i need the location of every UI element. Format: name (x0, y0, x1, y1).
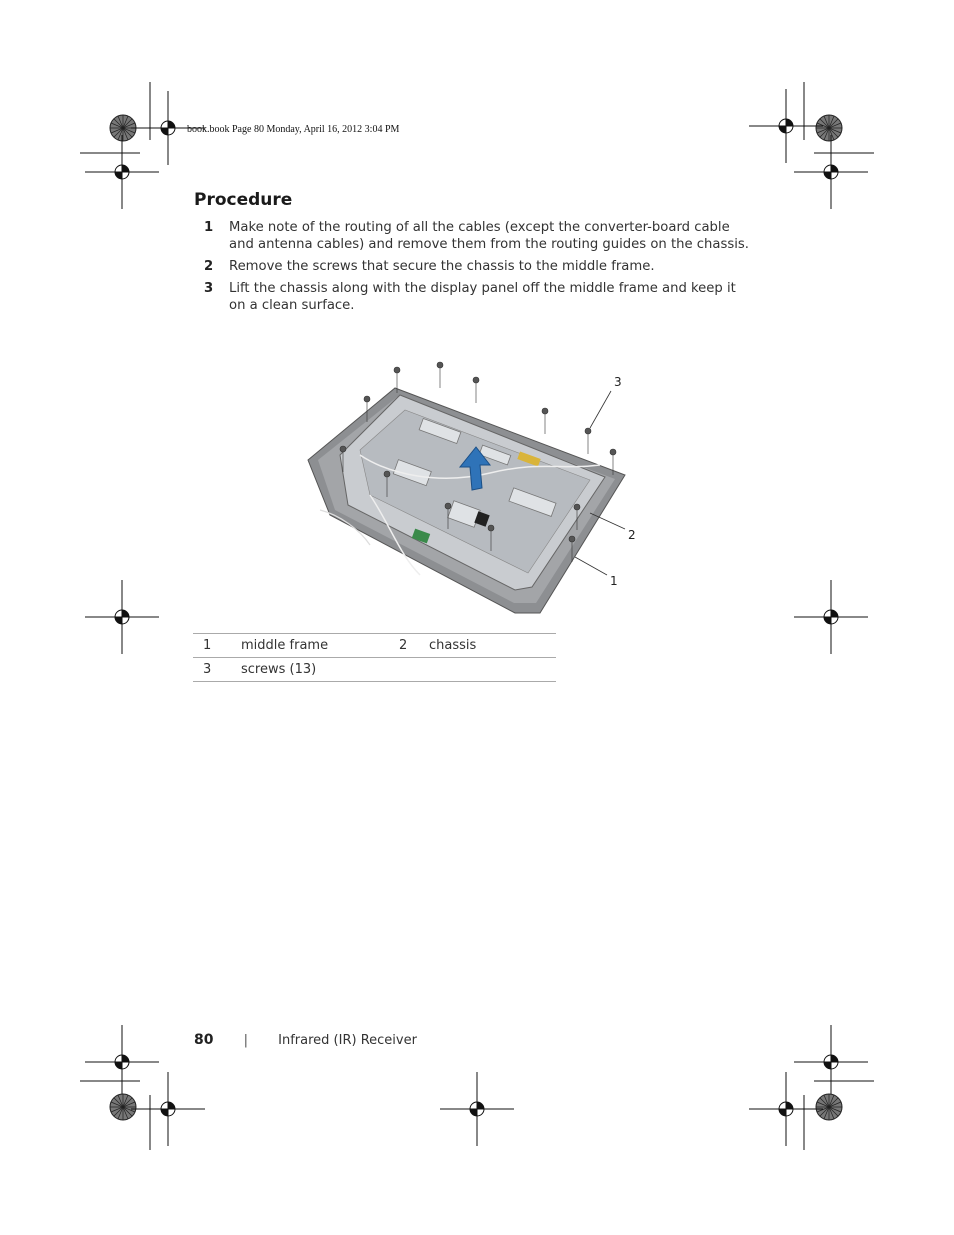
page-footer (194, 1032, 417, 1048)
footer-separator: | (243, 1033, 249, 1048)
procedure-steps (204, 219, 749, 319)
step-text: Make note of the routing of all the cables (except the converter-board cable and antenna cables) and remove them from the routing guides on the chassis. (229, 220, 749, 252)
legend-label: chassis (429, 634, 556, 658)
step-item (204, 280, 749, 314)
table-row (193, 634, 556, 658)
legend-number (399, 658, 429, 682)
callout-1: 1 (610, 574, 618, 588)
legend-number: 1 (193, 634, 241, 658)
step-number: 2 (204, 259, 214, 274)
section-title: Procedure (194, 190, 293, 210)
legend-label: screws (13) (241, 658, 399, 682)
callout-2: 2 (628, 528, 636, 542)
step-item (204, 219, 749, 253)
callout-3: 3 (614, 375, 622, 389)
chapter-title: Infrared (IR) Receiver (278, 1033, 417, 1048)
legend-number: 2 (399, 634, 429, 658)
step-number: 3 (204, 281, 214, 296)
step-text: Remove the screws that secure the chassis to the middle frame. (229, 259, 655, 274)
step-text: Lift the chassis along with the display panel off the middle frame and keep it on a clean surface. (229, 281, 736, 313)
step-number: 1 (204, 220, 214, 235)
step-item (204, 258, 749, 275)
legend-label: middle frame (241, 634, 399, 658)
callout-legend-table (193, 633, 556, 682)
table-row (193, 658, 556, 682)
legend-number: 3 (193, 658, 241, 682)
page-number: 80 (194, 1032, 214, 1048)
print-header-info: book.book Page 80 Monday, April 16, 2012 3:04 PM (187, 124, 400, 135)
legend-label (429, 658, 556, 682)
chassis-removal-illustration (300, 355, 650, 620)
